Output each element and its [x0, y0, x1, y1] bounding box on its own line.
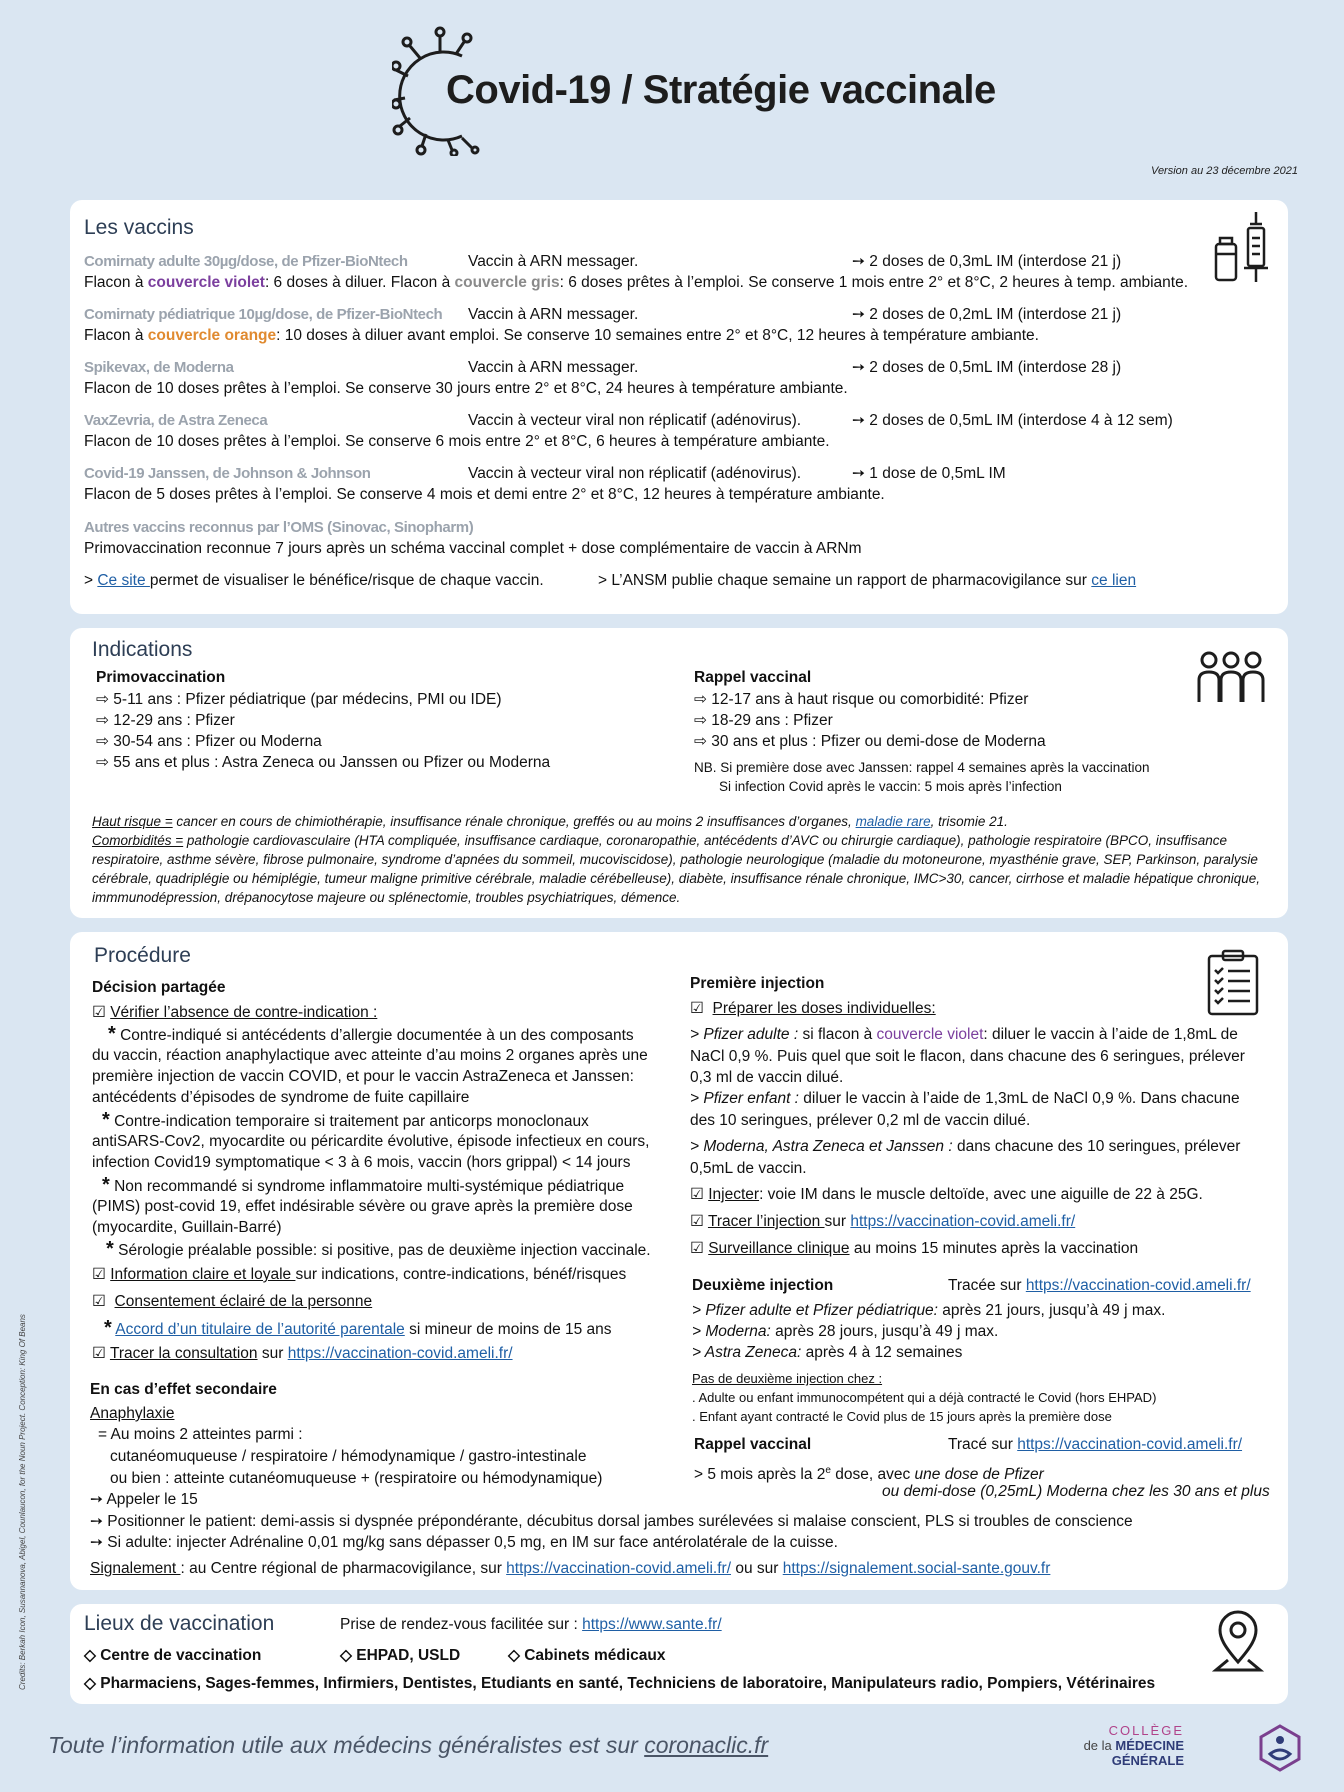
ansm-line: > L’ANSM publie chaque semaine un rapport de pharmacovigilance sur ce lien: [598, 572, 1137, 589]
lieu-centre: ◇ Centre de vaccination: [84, 1647, 262, 1664]
deuxieme-injection-title: Deuxième injection: [692, 1277, 834, 1294]
contraindication-1-text: première injection de vaccin COVID, et pour le vaccin AstraZeneca et Janssen:: [92, 1068, 634, 1085]
rappel-line: > 5 mois après la 2e dose, avec une dose de Pfizer: [694, 1465, 1044, 1484]
rappel-line: ou demi-dose (0,25mL) Moderna chez les 30 ans et plus: [882, 1483, 1270, 1500]
ameli-link[interactable]: https://vaccination-covid.ameli.fr/: [506, 1560, 732, 1577]
coronaclic-link[interactable]: coronaclic.fr: [644, 1732, 769, 1758]
contraindication-4: * Sérologie préalable possible: si positive, pas de deuxième injection vaccinale.: [106, 1238, 651, 1260]
sante-fr-link[interactable]: https://www.sante.fr/: [582, 1616, 722, 1633]
other-vaccines-title: Autres vaccins reconnus par l’OMS (Sinovac, Sinopharm): [84, 519, 474, 536]
primo-title: Primovaccination: [96, 669, 226, 686]
anaphylaxie-label: Anaphylaxie: [90, 1405, 175, 1422]
pfizer-adulte-line: > Pfizer adulte : si flacon à couvercle violet: diluer le vaccin à l’aide de 1,8mL de: [690, 1026, 1238, 1043]
section-title-vaccins: Les vaccins: [84, 216, 194, 239]
contraindication-2: * Contre-indication temporaire si traitement par anticorps monoclonaux: [102, 1109, 589, 1131]
vaccine-dose: ➙ 2 doses de 0,2mL IM (interdose 21 j): [852, 306, 1122, 323]
rappel-item: ⇨ 12-17 ans à haut risque ou comorbidité: Pfizer: [694, 691, 1029, 708]
contraindication-2-text: infection Covid19 symptomatique < 3 à 6 mois, vaccin (hors grippal) < 14 jours: [92, 1154, 631, 1171]
vaccine-name: Covid-19 Janssen, de Johnson & Johnson: [84, 465, 371, 482]
deuxieme-line: > Astra Zeneca: après 4 à 12 semaines: [692, 1344, 963, 1361]
primo-item: ⇨ 55 ans et plus : Astra Zeneca ou Janssen ou Pfizer ou Moderna: [96, 754, 551, 771]
contraindication-1: * Contre-indiqué si antécédents d’allergie documentée à un des composants: [108, 1023, 634, 1045]
vaccine-type: Vaccin à ARN messager.: [468, 253, 639, 270]
rappel-vaccinal-title: Rappel vaccinal: [694, 1436, 812, 1453]
deuxieme-line: > Moderna: après 28 jours, jusqu’à 49 j max.: [692, 1323, 999, 1340]
rappel-trace: Tracé sur https://vaccination-covid.ameli.fr/: [948, 1436, 1243, 1453]
vaccine-name: Comirnaty pédiatrique 10µg/dose, de Pfizer-BioNtech: [84, 306, 443, 323]
contraindication-3-text: (myocardite, Guillain-Barré): [92, 1219, 282, 1236]
section-title-procedure: Procédure: [94, 944, 191, 967]
college-logo-text: COLLÈGE de la MÉDECINE GÉNÉRALE: [1083, 1723, 1184, 1768]
pas-deuxieme-title: Pas de deuxième injection chez :: [692, 1371, 883, 1386]
deuxieme-line: > Pfizer adulte et Pfizer pédiatrique: après 21 jours, jusqu’à 49 j max.: [692, 1302, 1166, 1319]
effet-title: En cas d’effet secondaire: [90, 1381, 277, 1398]
section-title-indications: Indications: [92, 638, 193, 661]
autorite-parentale-link[interactable]: Accord d’un titulaire de l’autorité parentale: [115, 1321, 405, 1338]
check-consent: ☑ Consentement éclairé de la personne: [92, 1293, 373, 1310]
benefit-risk-line: > Ce site permet de visualiser le bénéfice/risque de chaque vaccin.: [84, 572, 544, 589]
contraindication-1-text: du vaccin, réaction anaphylactique avec atteinte d’au moins 2 organes après une: [92, 1047, 648, 1064]
rappel-item: ⇨ 18-29 ans : Pfizer: [694, 712, 833, 729]
primo-item: ⇨ 30-54 ans : Pfizer ou Moderna: [96, 733, 322, 750]
ameli-link[interactable]: https://vaccination-covid.ameli.fr/: [1025, 1277, 1251, 1294]
vaccine-dose: ➙ 2 doses de 0,5mL IM (interdose 28 j): [852, 359, 1122, 376]
check-tracer-injection: ☑ Tracer l’injection sur https://vaccination-covid.ameli.fr/: [690, 1213, 1076, 1230]
vaccine-detail: Flacon de 10 doses prêtes à l’emploi. Se conserve 6 mois entre 2° et 8°C, 6 heures à température ambiante.: [84, 433, 830, 450]
vaccine-detail: Flacon de 10 doses prêtes à l’emploi. Se conserve 30 jours entre 2° et 8°C, 24 heures à température ambiante.: [84, 380, 848, 397]
anaphylaxie-action: ➙ Si adulte: injecter Adrénaline 0,01 mg/kg sans dépasser 0,5 mg, en IM sur face antérolatérale de la cuisse.: [90, 1534, 838, 1551]
vaccine-detail: Flacon à couvercle orange: 10 doses à diluer avant emploi. Se conserve 10 semaines entre 2° et 8°C, 12 heures à température ambiante.: [84, 327, 1039, 344]
check-contraindication: ☑ Vérifier l’absence de contre-indication :: [92, 1004, 378, 1021]
lieu-ehpad: ◇ EHPAD, USLD: [340, 1647, 461, 1664]
vaccine-type: Vaccin à ARN messager.: [468, 359, 639, 376]
check-preparer: ☑ Préparer les doses individuelles:: [690, 1000, 936, 1017]
ameli-link[interactable]: https://vaccination-covid.ameli.fr/: [850, 1213, 1076, 1230]
ce-lien-link[interactable]: ce lien: [1091, 572, 1137, 589]
check-injecter: ☑ Injecter: voie IM dans le muscle deltoïde, avec une aiguille de 22 à 25G.: [690, 1186, 1203, 1203]
section-title-lieux: Lieux de vaccination: [84, 1612, 275, 1635]
vaccine-name: Spikevax, de Moderna: [84, 359, 234, 376]
anaphylaxie-line: = Au moins 2 atteintes parmi :: [98, 1426, 303, 1443]
vaccine-syringe-icon: [1212, 210, 1276, 286]
vaccine-name: Comirnaty adulte 30µg/dose, de Pfizer-BioNtech: [84, 253, 408, 270]
vaccine-type: Vaccin à vecteur viral non réplicatif (adénovirus).: [468, 465, 802, 482]
premiere-injection-title: Première injection: [690, 975, 825, 992]
vaccine-type: Vaccin à ARN messager.: [468, 306, 639, 323]
pfizer-enfant-line: > Pfizer enfant : diluer le vaccin à l’aide de 1,3mL de NaCl 0,9 %. Dans chacune: [690, 1090, 1240, 1107]
parental-consent: * Accord d’un titulaire de l’autorité parentale si mineur de moins de 15 ans: [104, 1317, 612, 1339]
pas-deuxieme-item: . Enfant ayant contracté le Covid plus de 15 jours après la première dose: [692, 1409, 1112, 1424]
people-icon: [1196, 650, 1266, 706]
primo-item: ⇨ 5-11 ans : Pfizer pédiatrique (par médecins, PMI ou IDE): [96, 691, 502, 708]
ameli-link[interactable]: https://vaccination-covid.ameli.fr/: [1017, 1436, 1243, 1453]
location-pin-icon: [1212, 1610, 1264, 1674]
vaccine-type: Vaccin à vecteur viral non réplicatif (adénovirus).: [468, 412, 802, 429]
rdv-line: Prise de rendez-vous facilitée sur : https://www.sante.fr/: [340, 1616, 722, 1633]
moderna-line: > Moderna, Astra Zeneca et Janssen : dans chacune des 10 seringues, prélever: [690, 1138, 1241, 1155]
footer-text: Toute l’information utile aux médecins généralistes est sur coronaclic.fr: [48, 1732, 769, 1758]
lieu-cabinets: ◇ Cabinets médicaux: [508, 1647, 666, 1664]
pas-deuxieme-item: . Adulte ou enfant immunocompétent qui a déjà contracté le Covid (hors EHPAD): [692, 1390, 1157, 1405]
rappel-title: Rappel vaccinal: [694, 669, 812, 686]
page-title: Covid-19 / Stratégie vaccinale: [446, 68, 996, 112]
contraindication-1-text: antécédents d’épisodes de syndrome de fuite capillaire: [92, 1089, 470, 1106]
primo-item: ⇨ 12-29 ans : Pfizer: [96, 712, 235, 729]
ameli-link[interactable]: https://vaccination-covid.ameli.fr/: [287, 1345, 513, 1362]
college-logo-icon: [1258, 1724, 1302, 1772]
signalement-link[interactable]: https://signalement.social-sante.gouv.fr: [782, 1560, 1051, 1577]
anaphylaxie-action: ➙ Appeler le 15: [90, 1491, 198, 1508]
maladie-rare-link[interactable]: maladie rare: [855, 814, 931, 829]
pfizer-enfant-text: des 10 seringues, prélever 0,2 ml de vaccin dilué.: [690, 1112, 1031, 1129]
pfizer-adulte-text: 0,3 ml de vaccin dilué.: [690, 1069, 844, 1086]
contraindication-2-text: antiSARS-Cov2, myocardite ou péricardite évolutive, épisode infectieux en cours,: [92, 1133, 650, 1150]
vaccine-dose: ➙ 2 doses de 0,5mL IM (interdose 4 à 12 sem): [852, 412, 1173, 429]
contraindication-3: * Non recommandé si syndrome inflammatoire multi-systémique pédiatrique: [102, 1174, 625, 1196]
vaccine-dose: ➙ 1 dose de 0,5mL IM: [852, 465, 1006, 482]
vaccine-detail: Flacon de 5 doses prêtes à l’emploi. Se conserve 4 mois et demi entre 2° et 8°C, 12 heures à température ambiante.: [84, 486, 885, 503]
ce-site-link[interactable]: Ce site: [97, 572, 150, 589]
nb-note: Si infection Covid après le vaccin: 5 mois après l’infection: [719, 779, 1062, 794]
vaccine-detail: Flacon à couvercle violet: 6 doses à diluer. Flacon à couvercle gris: 6 doses prêtes à l’emploi. Se conserve 1 mois entre 2° et 8°C, 2 heures à temp. ambiante.: [84, 274, 1189, 291]
moderna-text: 0,5mL de vaccin.: [690, 1160, 807, 1177]
lieu-professionnels: ◇ Pharmaciens, Sages-femmes, Infirmiers, Dentistes, Etudiants en santé, Techniciens de laboratoire, Manipulateurs radio, Pompiers, Vétérinaires: [84, 1675, 1156, 1692]
contraindication-3-text: (PIMS) post-covid 19, effet indésirable sévère ou grave après la première dose: [92, 1198, 633, 1215]
anaphylaxie-line: cutanéomuqueuse / respiratoire / hémodynamique / gastro-intestinale: [110, 1448, 587, 1465]
check-tracer-consultation: ☑ Tracer la consultation sur https://vaccination-covid.ameli.fr/: [92, 1345, 513, 1362]
vaccine-name: VaxZevria, de Astra Zeneca: [84, 412, 268, 429]
other-vaccines-text: Primovaccination reconnue 7 jours après un schéma vaccinal complet + dose complémentaire de vaccin à ARNm: [84, 540, 862, 557]
check-information: ☑ Information claire et loyale sur indications, contre-indications, bénéf/risques: [92, 1266, 627, 1283]
version-date: Version au 23 décembre 2021: [1151, 165, 1298, 177]
vaccine-dose: ➙ 2 doses de 0,3mL IM (interdose 21 j): [852, 253, 1122, 270]
nb-note: NB. Si première dose avec Janssen: rappel 4 semaines après la vaccination: [694, 760, 1150, 775]
clipboard-checklist-icon: [1206, 948, 1260, 1016]
deuxieme-trace: Tracée sur https://vaccination-covid.ameli.fr/: [948, 1277, 1251, 1294]
pfizer-adulte-text: NaCl 0,9 %. Puis quel que soit le flacon, dans chacune des 6 seringues, prélever: [690, 1048, 1245, 1065]
decision-title: Décision partagée: [92, 979, 226, 996]
anaphylaxie-action: ➙ Positionner le patient: demi-assis si dyspnée prépondérante, décubitus dorsal jambes surélevées si malaise conscient, PLS si troubles de conscience: [90, 1513, 1133, 1530]
signalement-line: Signalement : au Centre régional de pharmacovigilance, sur https://vaccination-covid.ameli.fr/ ou sur https://signalement.social-sante.gouv.fr: [90, 1560, 1051, 1577]
anaphylaxie-line: ou bien : atteinte cutanéomuqueuse + (respiratoire ou hémodynamique): [110, 1470, 603, 1487]
check-surveillance: ☑ Surveillance clinique au moins 15 minutes après la vaccination: [690, 1240, 1139, 1257]
rappel-item: ⇨ 30 ans et plus : Pfizer ou demi-dose de Moderna: [694, 733, 1046, 750]
risk-definitions: Haut risque = cancer en cours de chimiothérapie, insuffisance rénale chronique, greffés ou au moins 2 insuffisances d’organes, maladie rare, trisomie 21. Comorbidités = pathologie cardiovasculaire (HTA compliquée, insuffisance cardiaque, coronaropathie, antécédents d’AVC ou chirurgie cardiaque), pathologie respiratoire (BPCO, insuffisance respiratoire, asthme sévère, fibrose pulmonaire, syndrome d’apnées du sommeil, mucoviscidose), pathologie neurologique (maladie du motoneurone, myasthénie grave, SEP, Parkinson, paralysie cérébrale, quadriplégie ou hémiplégie, tumeur maligne primitive cérébrale, maladie cérébelleuse), diabète, insuffisance rénale chronique, IMC>30, cancer, cirrhose et maladie hépatique chronique, immmunodépression, drépanocytose majeure ou splénectomie, troubles psychiatriques, démence.: [92, 814, 1261, 905]
